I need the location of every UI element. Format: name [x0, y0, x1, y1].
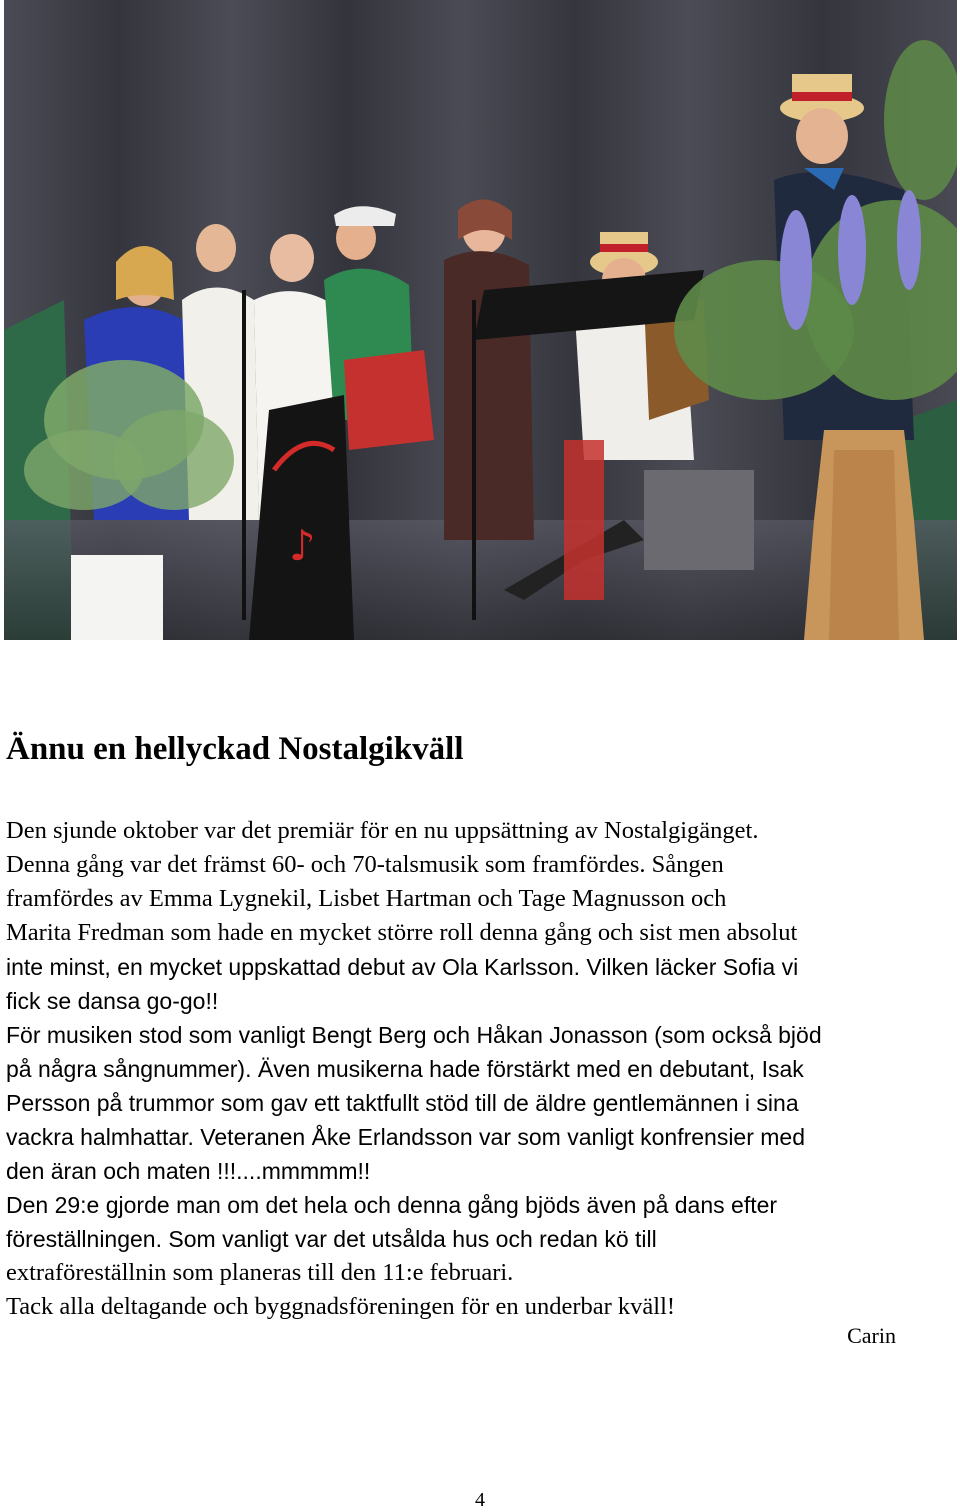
- article-body: [6, 814, 956, 1324]
- body-line: inte minst, en mycket uppskattad debut av Ola Karlsson. Vilken läcker Sofia vi: [6, 954, 799, 980]
- body-line: fick se dansa go-go!!: [6, 988, 219, 1014]
- body-line: För musiken stod som vanligt Bengt Berg och Håkan Jonasson (som också bjöd: [6, 1022, 822, 1048]
- body-line: Marita Fredman som hade en mycket större roll denna gång och sist men absolut: [6, 919, 798, 946]
- svg-text:♪: ♪: [289, 521, 316, 570]
- body-line: på några sångnummer). Även musikerna hade förstärkt med en debutant, Isak: [6, 1056, 804, 1082]
- body-line: föreställningen. Som vanligt var det utsålda hus och redan kö till: [6, 1226, 657, 1252]
- stage-photo: [4, 0, 957, 640]
- body-line: Den 29:e gjorde man om det hela och denna gång bjöds även på dans efter: [6, 1192, 778, 1218]
- page-number: 4: [475, 1489, 485, 1511]
- body-line: den äran och maten !!!....mmmmm!!: [6, 1158, 371, 1184]
- article-title: Ännu en hellyckad Nostalgikväll: [6, 731, 464, 767]
- body-line: framfördes av Emma Lygnekil, Lisbet Hartman och Tage Magnusson och: [6, 885, 727, 912]
- body-line: Den sjunde oktober var det premiär för en nu uppsättning av Nostalgigänget.: [6, 817, 759, 844]
- body-line: vackra halmhattar. Veteranen Åke Erlandsson var som vanligt konfrensier med: [6, 1124, 806, 1150]
- body-line: extraföreställnin som planeras till den 11:e februari.: [6, 1259, 514, 1286]
- body-line: Denna gång var det främst 60- och 70-talsmusik som framfördes. Sången: [6, 851, 724, 878]
- body-line: Tack alla deltagande och byggnadsföreningen för en underbar kväll!: [6, 1293, 676, 1320]
- author-signature: Carin: [847, 1323, 896, 1348]
- body-line: Persson på trummor som gav ett taktfullt stöd till de äldre gentlemännen i sina: [6, 1090, 799, 1116]
